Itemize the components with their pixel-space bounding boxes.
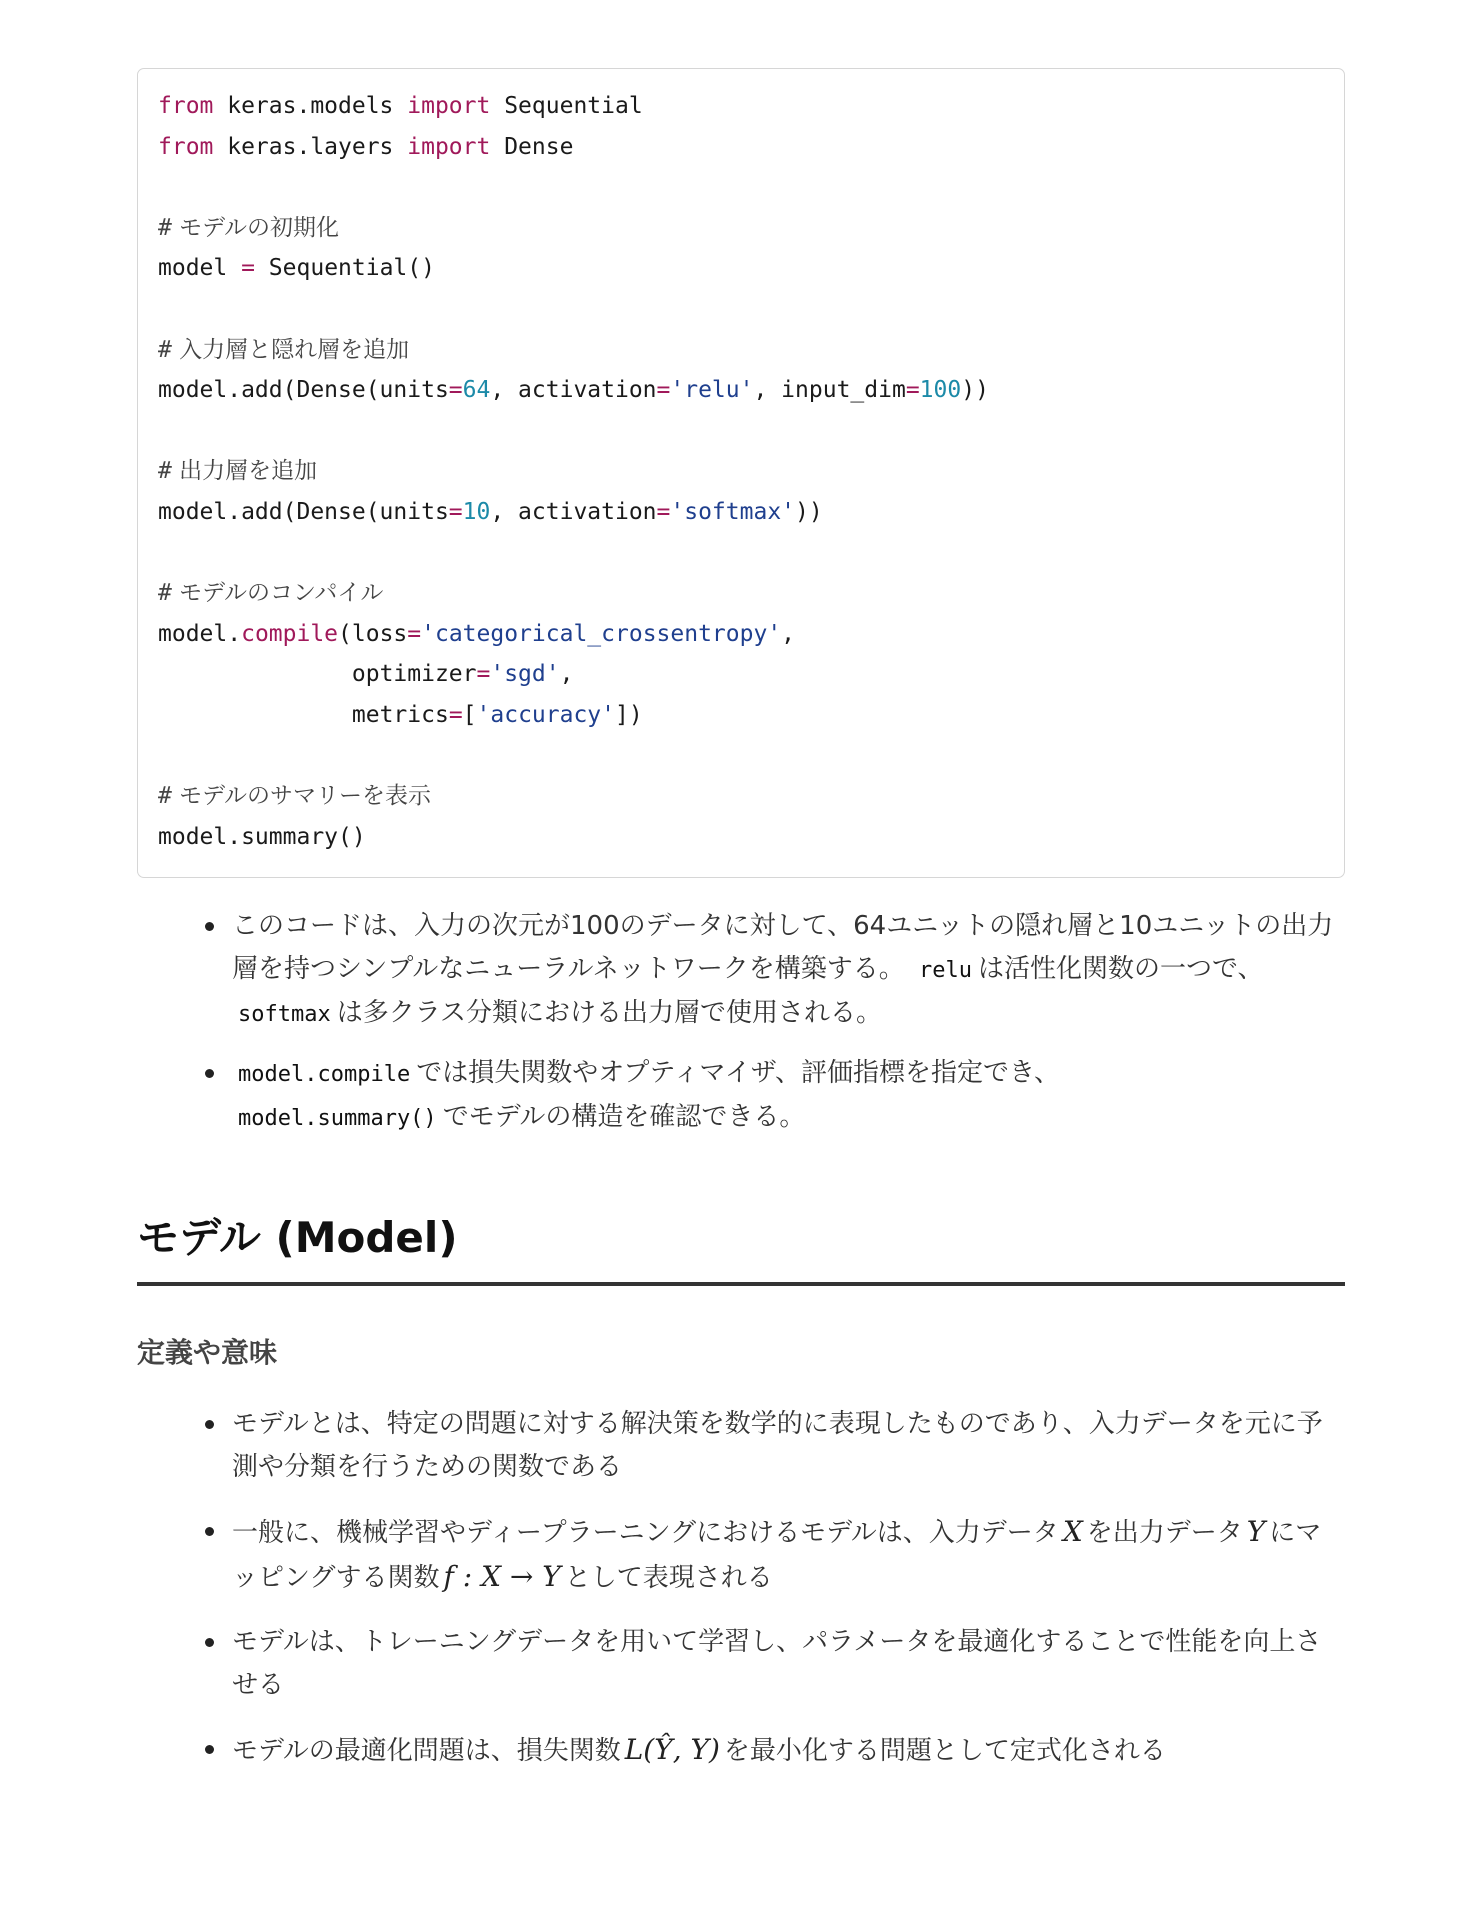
explanation-list: [137, 905, 1347, 1140]
comment-text: モデルの初期化: [179, 214, 340, 241]
code-line: [158, 86, 1324, 127]
bullet-icon: [205, 1069, 214, 1078]
item-text: このコードは、入力の次元が100のデータに対して、64ユニットの隠れ層と10ユニットの出力層を持つシンプルなニューラルネットワークを構築する。: [232, 911, 1334, 984]
keyword: from: [158, 93, 214, 119]
keyword: import: [407, 93, 491, 119]
code-text: ]): [615, 701, 643, 728]
item-text: モデルとは、特定の問題に対する解決策を数学的に表現したものであり、入力データを元に予測や分類を行うための関数である: [232, 1409, 1323, 1482]
code-text: model.: [158, 620, 242, 647]
list-item: [137, 1052, 1347, 1140]
code-comment: # モデルのサマリーを表示: [158, 783, 432, 810]
section-title: モデル (Model): [137, 1212, 1345, 1286]
item-text: を最小化する問題として定式化される: [723, 1736, 1166, 1766]
item-text: 一般に、機械学習やディープラーニングにおけるモデルは、入力データ: [232, 1518, 1059, 1548]
operator: =: [476, 661, 491, 688]
operator: =: [241, 255, 255, 282]
number-literal: 10: [462, 498, 491, 525]
code-line-blank: [158, 736, 1324, 777]
code-text: (loss: [338, 620, 408, 647]
string-literal: 'softmax': [670, 498, 796, 525]
code-line: [158, 654, 1324, 695]
operator: =: [905, 377, 920, 404]
code-text: model.summary(): [158, 823, 366, 850]
operator: =: [448, 701, 463, 728]
code-line: [158, 248, 1324, 289]
math-expression: Y: [1246, 1515, 1266, 1548]
item-text: として表現される: [564, 1563, 773, 1593]
item-text: は活性化関数の一つで、: [978, 954, 1264, 984]
code-line: [158, 492, 1324, 533]
bullet-icon: [205, 1527, 214, 1536]
code-line-blank: [158, 533, 1324, 574]
code-text: metrics: [351, 701, 449, 728]
item-text: モデルの最適化問題は、損失関数: [232, 1736, 621, 1766]
operator: =: [448, 377, 463, 404]
code-text: model.add(Dense(units: [158, 377, 449, 404]
code-line: [158, 614, 1324, 655]
code-line: [158, 127, 1324, 168]
code-text: , activation: [490, 498, 657, 525]
inline-code: model.summary(): [238, 1106, 437, 1131]
list-item: [137, 1621, 1347, 1707]
list-item: [137, 905, 1347, 1036]
code-comment: # 出力層を追加: [158, 458, 318, 485]
string-literal: 'relu': [670, 377, 754, 404]
math-expression: f : X → Y: [443, 1560, 561, 1593]
code-text: keras.layers: [213, 133, 408, 160]
bullet-icon: [205, 1745, 214, 1754]
bullet-icon: [205, 1420, 214, 1429]
inline-code: model.compile: [238, 1062, 411, 1087]
keyword: from: [158, 133, 214, 160]
code-text: )): [961, 377, 989, 404]
keyword: import: [407, 133, 491, 160]
list-item: [137, 1728, 1347, 1773]
code-text: ,: [559, 661, 574, 688]
code-indent: [158, 702, 352, 728]
code-text: keras.models: [213, 93, 408, 119]
number-literal: 64: [462, 377, 491, 404]
comment-text: モデルのコンパイル: [179, 580, 384, 607]
function-name: compile: [241, 620, 339, 647]
comment-text: モデルのサマリーを表示: [179, 783, 432, 810]
number-literal: 100: [919, 377, 962, 404]
math-expression: X: [1062, 1515, 1083, 1548]
string-literal: 'categorical_crossentropy': [421, 620, 782, 647]
code-line-blank: [158, 289, 1324, 330]
code-text: Sequential(): [254, 255, 435, 282]
bullet-icon: [205, 1638, 214, 1647]
comment-text: 入力層と隠れ層を追加: [179, 336, 410, 363]
bullet-icon: [205, 922, 214, 931]
code-comment: # モデルの初期化: [158, 214, 340, 241]
string-literal: 'sgd': [490, 661, 560, 688]
code-text: model: [158, 255, 242, 282]
code-line: [158, 695, 1324, 736]
code-text: Sequential: [490, 93, 643, 119]
list-item: [137, 1403, 1347, 1489]
code-text: Dense: [490, 133, 574, 160]
code-block: [137, 68, 1345, 878]
item-text: を出力データ: [1086, 1518, 1243, 1548]
code-line: [158, 817, 1324, 858]
code-line-blank: [158, 167, 1324, 208]
item-text: モデルは、トレーニングデータを用いて学習し、パラメータを最適化することで性能を向上させる: [232, 1627, 1322, 1700]
operator: =: [448, 498, 463, 525]
code-text: optimizer: [351, 661, 477, 688]
code-text: model.add(Dense(units: [158, 498, 449, 525]
code-text: )): [795, 498, 823, 525]
inline-code: softmax: [238, 1002, 331, 1027]
list-item: [137, 1510, 1347, 1600]
code-comment: # モデルのコンパイル: [158, 580, 384, 607]
math-expression: L(Ŷ, Y): [624, 1733, 720, 1766]
comment-text: 出力層を追加: [179, 458, 318, 485]
code-text: [: [462, 701, 477, 728]
item-text: でモデルの構造を確認できる。: [442, 1102, 806, 1132]
operator: =: [656, 377, 671, 404]
code-text: , input_dim: [753, 377, 906, 404]
inline-code: relu: [919, 958, 973, 983]
definition-list: [137, 1403, 1347, 1773]
code-text: , activation: [490, 377, 657, 404]
operator: =: [407, 620, 422, 647]
operator: =: [656, 498, 671, 525]
code-text: ,: [781, 620, 796, 647]
code-indent: [158, 661, 352, 687]
code-line-blank: [158, 411, 1324, 452]
subsection-title: 定義や意味: [137, 1336, 278, 1369]
item-text: は多クラス分類における出力層で使用される。: [336, 998, 882, 1028]
string-literal: 'accuracy': [476, 701, 616, 728]
item-text: にマッピングする関数: [232, 1518, 1322, 1593]
code-line: [158, 370, 1324, 411]
item-text: では損失関数やオプティマイザ、評価指標を指定でき、: [416, 1058, 1060, 1088]
code-comment: # 入力層と隠れ層を追加: [158, 336, 410, 363]
